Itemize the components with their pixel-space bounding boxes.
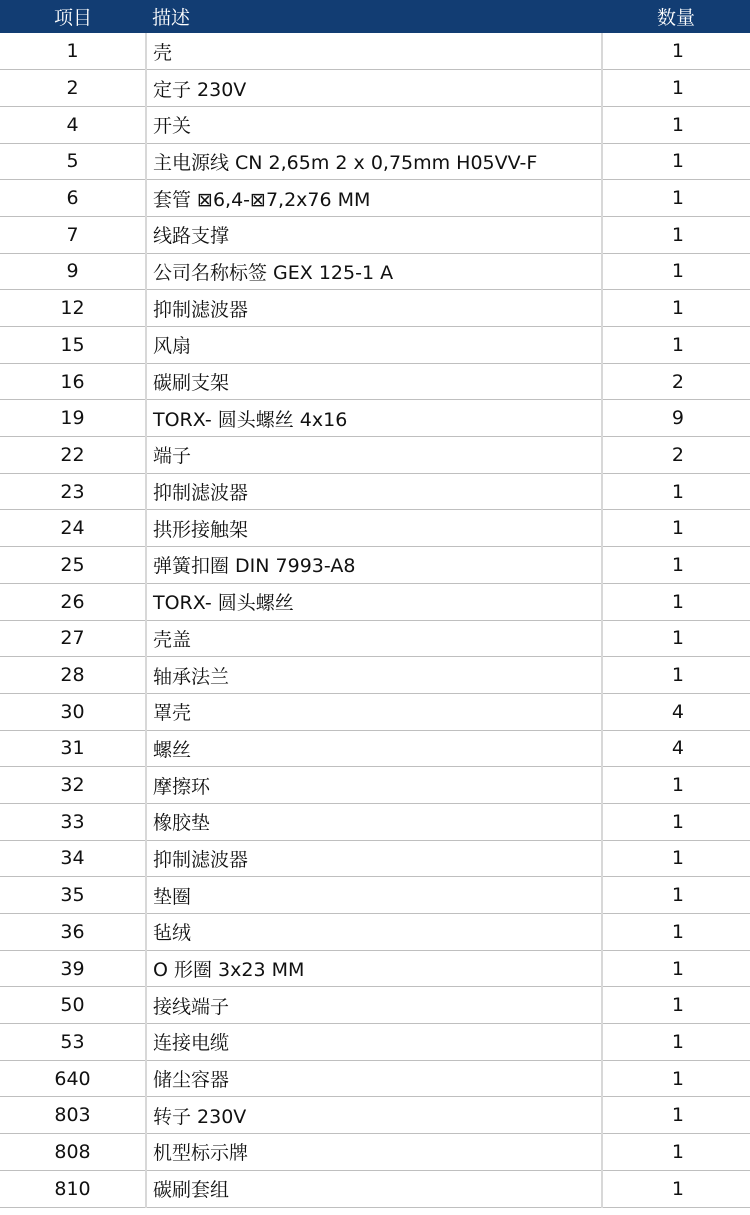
item-cell: 2	[0, 70, 146, 107]
table-row	[0, 510, 750, 547]
table-row	[0, 547, 750, 584]
item-cell: 810	[0, 1170, 146, 1207]
item-cell: 32	[0, 767, 146, 804]
quantity-cell: 1	[602, 583, 750, 620]
item-cell: 35	[0, 877, 146, 914]
description-cell: 抑制滤波器	[146, 840, 602, 877]
item-cell: 7	[0, 216, 146, 253]
quantity-cell: 1	[602, 1134, 750, 1171]
item-cell: 19	[0, 400, 146, 437]
item-cell: 1	[0, 33, 146, 70]
quantity-cell: 2	[602, 437, 750, 474]
description-cell: 拱形接触架	[146, 510, 602, 547]
description-cell: O 形圈 3x23 MM	[146, 950, 602, 987]
description-cell: TORX- 圆头螺丝	[146, 583, 602, 620]
item-cell: 26	[0, 583, 146, 620]
item-cell: 30	[0, 693, 146, 730]
quantity-cell: 1	[602, 143, 750, 180]
item-cell: 23	[0, 473, 146, 510]
table-row	[0, 1060, 750, 1097]
quantity-cell: 1	[602, 657, 750, 694]
description-cell: 定子 230V	[146, 70, 602, 107]
item-cell: 27	[0, 620, 146, 657]
item-cell: 22	[0, 437, 146, 474]
description-cell: 风扇	[146, 327, 602, 364]
item-cell: 33	[0, 803, 146, 840]
table-row	[0, 693, 750, 730]
item-cell: 640	[0, 1060, 146, 1097]
quantity-cell: 1	[602, 1060, 750, 1097]
description-cell: 抑制滤波器	[146, 290, 602, 327]
quantity-cell: 1	[602, 33, 750, 70]
quantity-cell: 1	[602, 253, 750, 290]
table-row	[0, 1134, 750, 1171]
table-row	[0, 70, 750, 107]
quantity-cell: 1	[602, 987, 750, 1024]
table-row	[0, 106, 750, 143]
quantity-cell: 1	[602, 216, 750, 253]
table-body	[0, 33, 750, 1207]
quantity-cell: 1	[602, 914, 750, 951]
table-row	[0, 950, 750, 987]
table-row	[0, 180, 750, 217]
item-cell: 25	[0, 547, 146, 584]
table-row	[0, 620, 750, 657]
description-cell: 橡胶垫	[146, 803, 602, 840]
table-row	[0, 730, 750, 767]
table-row	[0, 1097, 750, 1134]
quantity-cell: 1	[602, 180, 750, 217]
quantity-cell: 1	[602, 510, 750, 547]
quantity-cell: 1	[602, 290, 750, 327]
description-cell: 碳刷支架	[146, 363, 602, 400]
description-cell: 毡绒	[146, 914, 602, 951]
description-cell: 摩擦环	[146, 767, 602, 804]
description-cell: 储尘容器	[146, 1060, 602, 1097]
table-row	[0, 327, 750, 364]
item-cell: 808	[0, 1134, 146, 1171]
description-cell: 碳刷套组	[146, 1170, 602, 1207]
description-cell: 开关	[146, 106, 602, 143]
item-cell: 4	[0, 106, 146, 143]
quantity-cell: 1	[602, 767, 750, 804]
quantity-cell: 1	[602, 803, 750, 840]
quantity-cell: 1	[602, 840, 750, 877]
description-cell: 接线端子	[146, 987, 602, 1024]
item-cell: 803	[0, 1097, 146, 1134]
description-cell: 套管 ⊠6,4-⊠7,2x76 MM	[146, 180, 602, 217]
description-cell: 轴承法兰	[146, 657, 602, 694]
item-cell: 15	[0, 327, 146, 364]
header-row	[0, 0, 750, 33]
header-item: 项目	[0, 0, 146, 33]
description-cell: 连接电缆	[146, 1024, 602, 1061]
description-cell: 机型标示牌	[146, 1134, 602, 1171]
table-row	[0, 363, 750, 400]
table-row	[0, 583, 750, 620]
description-cell: 弹簧扣圈 DIN 7993-A8	[146, 547, 602, 584]
description-cell: 螺丝	[146, 730, 602, 767]
item-cell: 34	[0, 840, 146, 877]
table-row	[0, 400, 750, 437]
item-cell: 28	[0, 657, 146, 694]
quantity-cell: 1	[602, 106, 750, 143]
quantity-cell: 1	[602, 950, 750, 987]
table-row	[0, 840, 750, 877]
table-header	[0, 0, 750, 33]
description-cell: 罩壳	[146, 693, 602, 730]
quantity-cell: 1	[602, 1170, 750, 1207]
item-cell: 39	[0, 950, 146, 987]
description-cell: TORX- 圆头螺丝 4x16	[146, 400, 602, 437]
item-cell: 50	[0, 987, 146, 1024]
header-description: 描述	[146, 0, 602, 33]
table-row	[0, 987, 750, 1024]
header-quantity: 数量	[602, 0, 750, 33]
item-cell: 5	[0, 143, 146, 180]
table-row	[0, 1170, 750, 1207]
item-cell: 16	[0, 363, 146, 400]
table-row	[0, 803, 750, 840]
table-row	[0, 657, 750, 694]
table-row	[0, 767, 750, 804]
table-row	[0, 877, 750, 914]
table-row	[0, 473, 750, 510]
description-cell: 壳盖	[146, 620, 602, 657]
item-cell: 31	[0, 730, 146, 767]
quantity-cell: 1	[602, 1024, 750, 1061]
item-cell: 24	[0, 510, 146, 547]
quantity-cell: 1	[602, 70, 750, 107]
item-cell: 36	[0, 914, 146, 951]
description-cell: 壳	[146, 33, 602, 70]
quantity-cell: 1	[602, 620, 750, 657]
table-row	[0, 437, 750, 474]
description-cell: 端子	[146, 437, 602, 474]
table-row	[0, 216, 750, 253]
table-row	[0, 914, 750, 951]
description-cell: 线路支撑	[146, 216, 602, 253]
description-cell: 转子 230V	[146, 1097, 602, 1134]
table-row	[0, 290, 750, 327]
item-cell: 12	[0, 290, 146, 327]
quantity-cell: 1	[602, 473, 750, 510]
quantity-cell: 1	[602, 327, 750, 364]
description-cell: 公司名称标签 GEX 125-1 A	[146, 253, 602, 290]
quantity-cell: 4	[602, 730, 750, 767]
quantity-cell: 1	[602, 877, 750, 914]
item-cell: 6	[0, 180, 146, 217]
table-row	[0, 33, 750, 70]
table-row	[0, 143, 750, 180]
quantity-cell: 2	[602, 363, 750, 400]
table-row	[0, 1024, 750, 1061]
description-cell: 抑制滤波器	[146, 473, 602, 510]
table-row	[0, 253, 750, 290]
item-cell: 9	[0, 253, 146, 290]
quantity-cell: 9	[602, 400, 750, 437]
description-cell: 垫圈	[146, 877, 602, 914]
quantity-cell: 4	[602, 693, 750, 730]
quantity-cell: 1	[602, 547, 750, 584]
quantity-cell: 1	[602, 1097, 750, 1134]
item-cell: 53	[0, 1024, 146, 1061]
description-cell: 主电源线 CN 2,65m 2 x 0,75mm H05VV-F	[146, 143, 602, 180]
